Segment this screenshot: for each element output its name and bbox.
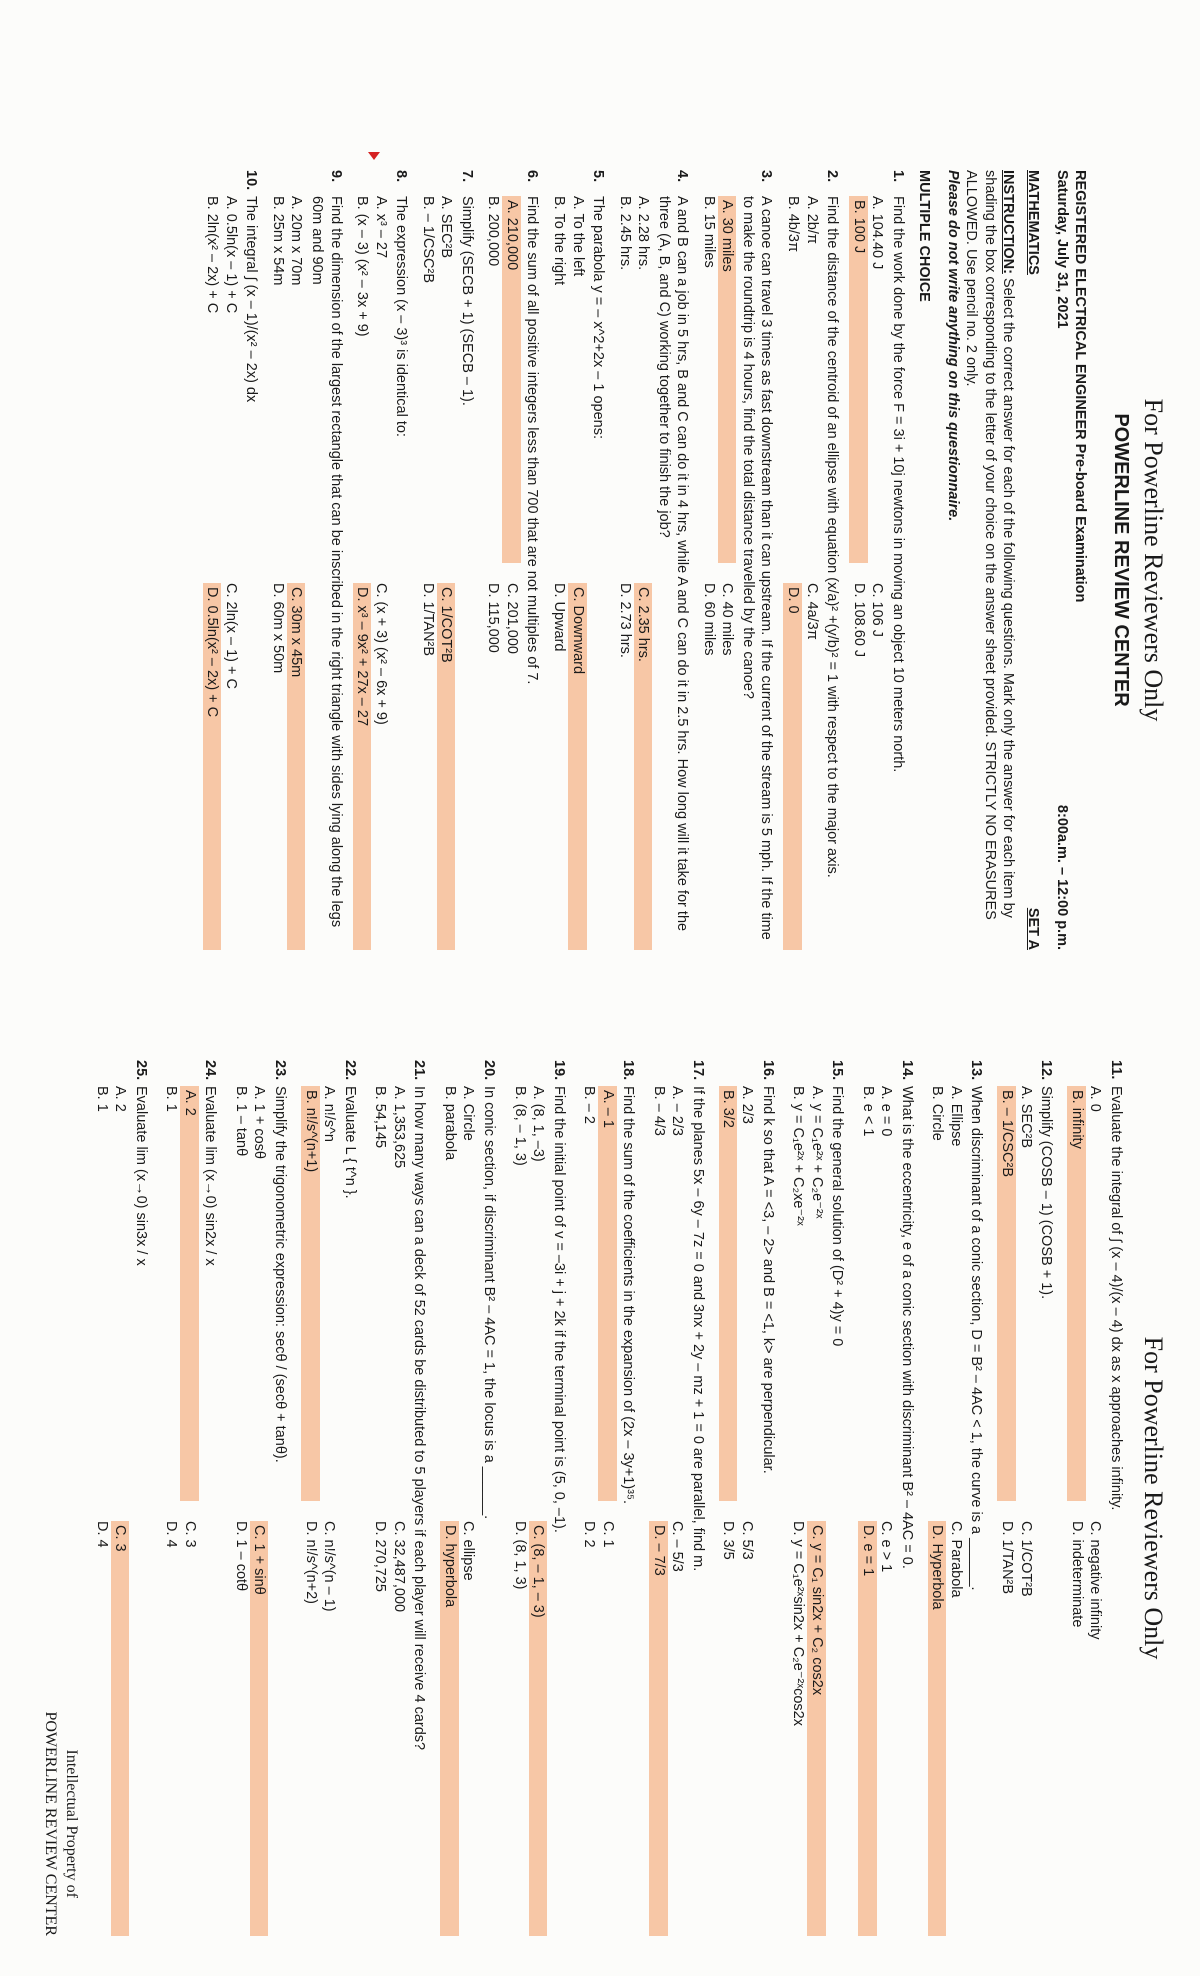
choice-a: A. 2b/π [803,196,820,244]
choice-d: D. 115,000 [485,583,502,653]
choice-d: D. Upward [551,583,568,652]
question-text: Simplify the trigonometric expression: secθ / (secθ + tanθ). [272,1086,289,1463]
question-number: 14. [898,1060,915,1081]
choice-a: A. To the left [569,196,586,277]
choice-a: A. 2 [112,1086,129,1112]
choice-c: C. 5/3 [738,1521,755,1560]
choice-b: B. To the right [551,196,568,286]
choice-d: D. 2.73 hrs. [616,583,633,658]
choice-c: C. 1 + sinθ [250,1521,269,1936]
question-list-left [203,170,907,950]
question-number: 6. [524,170,541,183]
question-item [858,1060,916,1936]
question-number: 17. [689,1060,706,1081]
question-text: The expression (x – 3)³ is identical to: [393,196,410,437]
choice-c: C. (8, – 1, – 3) [529,1521,548,1936]
choice-d: D. 3/5 [720,1521,737,1560]
question-item [649,1060,707,1936]
choice-b: B. n!/s^(n+1) [301,1086,320,1501]
question-text: Evaluate the integral of ∫ (x – 4)/(x – 4) dx as x approaches infinity. [1107,1086,1124,1511]
question-item [353,170,411,950]
choice-c: C. 1/COT²B [1017,1521,1034,1597]
choice-b: B. 2ln(x² – 2x) + C [204,196,221,314]
section-title: MULTIPLE CHOICE [916,170,933,302]
choice-b: B. parabola [441,1086,458,1161]
question-item [440,1060,498,1936]
question-item [549,170,607,950]
question-item [997,1060,1055,1936]
choice-d: D. n!/s^(n+2) [302,1521,319,1604]
choice-c: C. y = C₁ sin2x + C₂ cos2x [807,1521,826,1936]
question-number: 15. [829,1060,846,1081]
footer [40,1711,81,1936]
choice-b: B. 1 – tanθ [232,1086,249,1157]
choice-d: D. 60m x 50m [269,583,286,674]
choice-c: C. 1/COT²B [437,583,456,950]
choice-b: B. 1 [163,1086,180,1112]
question-text: Find the distance of the centroid of an ellipse with equation (x/a)² +(y/b)² = 1 with respect to the major axis. [824,196,841,878]
question-text: Find the work done by the force F = 3i + 10j newtons in moving an object 10 meters north. [889,196,906,773]
choice-c: C. 3 [181,1521,198,1548]
question-number: 7. [458,170,475,183]
right-page [0,1010,1200,1976]
set-label: SET A [1025,907,1042,950]
exam-time: 8:00a.m. – 12:00 p.m. [1053,804,1070,950]
question-text: A canoe can travel 3 times as fast downstream than it can upstream. If the current of the stream is 5 mph. If the time to make the roundtrip is 4 hours, find the total distance travelled by the canoe? [739,196,775,940]
exam-date: Saturday, July 31, 2021 [1053,170,1070,329]
question-item [203,170,261,950]
question-item [484,170,542,950]
choice-a: A. 104.40 J [869,196,886,270]
choice-c: C. e > 1 [878,1521,895,1573]
choice-b: B. – 4/3 [650,1086,667,1136]
choice-c: C. n!/s^(n – 1) [321,1521,338,1612]
choice-c: C. 2ln(x – 1) + C [222,583,239,689]
subject-row [1024,170,1043,950]
choice-a: A. x³ – 27 [372,196,389,259]
choice-d: D. y = C₁e²ˣsin2x + C₂e⁻²ˣcos2x [790,1521,807,1726]
question-item [849,170,907,950]
choice-c: C. 2.35 hrs. [634,583,653,950]
choice-b: B. 54,145 [372,1086,389,1149]
question-number: 2. [824,170,841,183]
exam-name: REGISTERED ELECTRICAL ENGINEER Pre-board Examination [1072,170,1089,603]
choice-c: C. 201,000 [503,583,520,654]
choice-b: B. 4b/3π [785,196,802,252]
question-number: 16. [759,1060,776,1081]
choice-d: D. e = 1 [858,1521,877,1936]
question-number: 25. [132,1060,149,1081]
question-text: Simplify (SECB + 1) (SECB – 1). [458,196,475,406]
question-number: 1. [889,170,906,183]
choice-b: B. (x – 3) (x² – 3x + 9) [354,196,371,337]
question-item [162,1060,220,1936]
choice-c: C. 1 [599,1521,616,1548]
question-number: 10. [243,170,260,191]
choice-a: A. Circle [460,1086,477,1141]
choice-b: B. – 1/CSC²B [997,1086,1016,1501]
choice-c: C. 30m x 45m [287,583,306,950]
question-text: Find the sum of all positive integers less than 700 that are not multiples of 7. [524,196,541,685]
choice-a: A. e = 0 [878,1086,895,1137]
question-text: In conic section, if discriminant B² – 4AC = 1, the locus is a ______. [480,1086,497,1520]
choice-c: C. 32,487,000 [390,1521,407,1613]
choice-d: D. 108.60 J [850,583,867,658]
choice-a: A. 0 [1087,1086,1104,1112]
choice-c: C. (x + 3) (x² – 6x + 9) [372,583,389,725]
question-text: Find the sum of the coefficients in the expansion of (2x – 3y+1)³⁵. [620,1086,637,1505]
question-number: 3. [758,170,775,183]
question-item [719,1060,777,1936]
choice-c: C. – 5/3 [669,1521,686,1572]
choice-d: D. 4 [163,1521,180,1548]
question-item [783,170,841,950]
question-text: A and B can a job in 5 hrs, B and C can do it in 4 hrs, while A and C can do it in 2.5 hrs. How long will it take for the three (A, B, and C) working together to finish the job? [655,196,691,932]
question-number: 9. [327,170,344,183]
question-item [268,170,344,950]
instruction [943,170,1017,950]
question-item [371,1060,429,1936]
question-list-right [92,1060,1125,1936]
choice-c: C. 4a/3π [803,583,820,640]
choice-c: C. Parabola [947,1521,964,1598]
question-number: 8. [393,170,410,183]
notice: Please do not write anything on this questionnaire. [944,170,961,522]
choice-a: A. 2/3 [738,1086,755,1124]
choice-d: D. indeterminate [1068,1521,1085,1628]
question-number: 23. [272,1060,289,1081]
choice-a: A. SEC²B [438,196,455,259]
question-item [699,170,775,950]
question-text: The integral ∫ (x – 1)/(x² – 2x) dx [243,196,260,403]
question-number: 5. [590,170,607,183]
question-item [231,1060,289,1936]
footer-line2: POWERLINE REVIEW CENTER [42,1711,60,1936]
choice-a: A. 2.28 hrs. [635,196,652,271]
question-number: 22. [341,1060,358,1081]
choice-a: A. (8, 1, –3) [530,1086,547,1162]
page-title: POWERLINE REVIEW CENTER [1109,413,1132,707]
choice-a: A. n!/s^n [321,1086,338,1142]
choice-b: B. – 1/CSC²B [419,196,436,284]
choice-d: D. Hyperbola [928,1521,947,1936]
question-text: Evaluate lim (x→0) sin3x / x [132,1086,149,1266]
question-text: If the planes 5x – 6y – 7z = 0 and 3nx + 2y – mz + 1 = 0 are parallel, find m. [689,1086,706,1572]
choice-a: A. y = C₁e²ˣ + C₂e⁻²ˣ [808,1086,825,1219]
subject: MATHEMATICS [1025,170,1042,275]
question-number: 13. [968,1060,985,1081]
question-item [580,1060,638,1936]
choice-b: B. 2.45 hrs. [616,196,633,271]
instruction-label: INSTRUCTION: [1000,170,1017,274]
choice-b: B. 3/2 [719,1086,738,1501]
question-item [418,170,476,950]
question-item [615,170,691,950]
question-text: Find the initial point of v = –3i + j + 2k if the terminal point is (5, 0, –1). [550,1086,567,1533]
choice-a: A. 1,353,625 [390,1086,407,1169]
choice-b: B. 200,000 [485,196,502,267]
choice-a: A. 20m x 70m [288,196,305,286]
question-text: Evaluate lim (x→0) sin2x / x [202,1086,219,1266]
choice-d: D. 2 [581,1521,598,1548]
choice-d: D. x³ – 9x² + 27x – 27 [353,583,372,950]
choice-b: B. (8, – 1, 3) [511,1086,528,1166]
choice-d: D. 0 [783,583,802,950]
choice-a: A. 210,000 [502,196,521,563]
question-item [92,1060,150,1936]
choice-a: A. SEC²B [1017,1086,1034,1149]
choice-d: D. 0.5ln(x² – 2x) + C [203,583,222,950]
choice-b: B. 100 J [849,196,868,563]
question-item [1067,1060,1125,1936]
footer-line1: Intellectual Property of [62,1749,80,1898]
choice-b: B. 15 miles [700,196,717,268]
question-number: 20. [480,1060,497,1081]
choice-b: B. y = C₁e²ˣ + C₂xe⁻²ˣ [790,1086,807,1226]
choice-d: D. 1 – cotθ [232,1521,249,1592]
choice-d: D. 1/TAN²B [419,583,436,657]
watermark: For Powerline Reviewers Only [1139,398,1168,722]
question-item [301,1060,359,1936]
choice-b: B. 1 [93,1086,110,1112]
choice-b: B. Circle [929,1086,946,1141]
question-number: 4. [674,170,691,183]
question-text: Simplify (COSB – 1) (COSB + 1). [1038,1086,1055,1300]
question-item [928,1060,986,1936]
choice-b: B. – 2 [581,1086,598,1124]
choice-a: A. – 1 [598,1086,617,1501]
choice-d: D. 270,725 [372,1521,389,1592]
choice-b: B. e < 1 [859,1086,876,1137]
choice-a: A. 1 + cosθ [251,1086,268,1159]
question-item [510,1060,568,1936]
choice-d: D. 1/TAN²B [999,1521,1015,1595]
question-number: 19. [550,1060,567,1081]
exam-header [1052,170,1089,950]
question-text: What is the eccentricity, e of a conic section with discriminant B² – 4AC = 0. [898,1086,915,1569]
choice-a: A. 0.5ln(x – 1) + C [222,196,239,314]
question-text: Find the dimension of the largest rectangle that can be inscribed in the right triangle with sides lying along the legs 60m and 90m [309,196,344,928]
question-text: In how many ways can a deck of 52 cards be distributed to 5 players if each player will receive 4 cards? [411,1086,428,1751]
choice-d: D. (8, 1, 3) [511,1521,528,1590]
choice-a: A. Ellipse [947,1086,964,1147]
question-text: When discriminant of a conic section, D = B² – 4AC < 1, the curve is a ______. [968,1086,985,1591]
question-item [789,1060,847,1936]
question-text: Find the general solution of (D² + 4)y = 0 [829,1086,846,1347]
watermark-right: For Powerline Reviewers Only [1139,1336,1168,1660]
choice-b: B. infinity [1067,1086,1086,1501]
question-text: Find k so that A = <3, – 2> and B = <1, k> are perpendicular. [759,1086,776,1474]
choice-c: C. 106 J [869,583,886,637]
choice-c: C. 40 miles [719,583,736,656]
choice-c: C. Downward [568,583,587,950]
question-text: Evaluate L { t^n }. [341,1086,358,1199]
choice-c: C. negative infinity [1087,1521,1104,1640]
choice-c: C. ellipse [460,1521,477,1581]
choice-d: D. – 7/3 [649,1521,668,1936]
question-number: 24. [202,1060,219,1081]
question-number: 12. [1038,1060,1055,1081]
question-number: 18. [620,1060,637,1081]
question-text: The parabola y = – x^2+2x – 1 opens: [590,196,607,439]
choice-a: A. 2 [180,1086,199,1501]
instruction-text: Select the correct answer for each of the following questions. Mark only the answer for each item by shading the box corresponding to the letter of your choice on the answer sheet provided. STRICTLY NO ERASURES ALLOWED. Use pencil no. 2 only. [963,170,1017,920]
choice-a: A. 30 miles [718,196,737,563]
question-number: 11. [1107,1060,1124,1080]
choice-b: B. 25m x 54m [269,196,286,286]
choice-c: C. 3 [111,1521,130,1936]
choice-a: A. – 2/3 [669,1086,686,1136]
choice-d: D. 60 miles [700,583,717,656]
choice-d: D. hyperbola [440,1521,459,1936]
question-number: 21. [411,1060,428,1081]
choice-d: D. 4 [93,1521,110,1548]
